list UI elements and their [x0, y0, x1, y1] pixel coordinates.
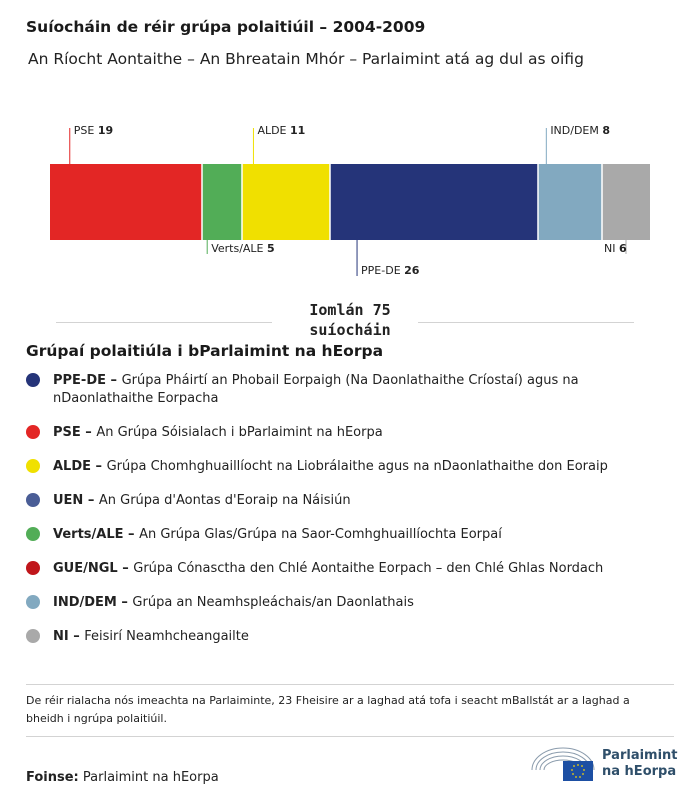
total-divider-right: [418, 322, 634, 323]
total-seats: [0, 300, 700, 340]
footnote-divider-top: [26, 684, 674, 685]
legend-code: ALDE –: [53, 459, 107, 474]
footnote: De réir rialacha nós imeachta na Parlaiminte, 23 Fheisire ar a laghad atá tofa i seacht mBallstát ar a laghad a bheidh i ngrúpa polaitiúil.: [26, 694, 630, 725]
legend-item: [26, 372, 666, 408]
legend-swatch: [26, 493, 40, 507]
legend-swatch: [26, 561, 40, 575]
legend-item: [26, 492, 666, 510]
data-label-ppe-de: PPE-DE 26: [361, 264, 420, 277]
total-seats-sublabel: suíocháin: [309, 321, 391, 339]
chart-subtitle: An Ríocht Aontaithe – An Bhreatain Mhór – Parlaimint atá ag dul as oifig: [28, 50, 584, 68]
legend-text: [53, 526, 666, 544]
legend-text: [53, 594, 666, 612]
bar-segment-pse: [50, 164, 202, 240]
source: [26, 770, 219, 785]
legend-code: Verts/ALE –: [53, 527, 140, 542]
legend-description: Feisirí Neamhcheangailte: [84, 629, 249, 644]
legend-code: NI –: [53, 629, 85, 644]
legend-code: PPE-DE –: [53, 373, 122, 388]
chart-title: Suíocháin de réir grúpa polaitiúil – 2004-2009: [26, 18, 426, 36]
total-divider-left: [56, 322, 272, 323]
data-label-alde: ALDE 11: [257, 124, 306, 137]
legend-swatch: [26, 373, 40, 387]
total-seats-label: Iomlán 75: [309, 301, 391, 319]
legend-item: [26, 594, 666, 612]
footnote-divider-bottom: [26, 736, 674, 737]
legend-description: An Grúpa Sóisialach i bParlaimint na hEorpa: [96, 425, 383, 440]
seat-distribution-chart: [0, 0, 700, 300]
legend-code: PSE –: [53, 425, 97, 440]
source-text: Parlaimint na hEorpa: [82, 770, 219, 785]
european-parliament-logo: [530, 744, 680, 788]
legend-text: [53, 628, 666, 646]
legend-description: An Grúpa d'Aontas d'Eoraip na Náisiún: [98, 493, 351, 508]
hemicycle-flag-icon: [530, 744, 596, 788]
bar-segment-alde: [242, 164, 330, 240]
legend-text: [53, 458, 666, 476]
legend-swatch: [26, 459, 40, 473]
legend-description: Grúpa Chomhghuaillíocht na Liobrálaithe agus na nDaonlathaithe don Eoraip: [106, 459, 608, 474]
source-label: Foinse:: [26, 770, 79, 785]
legend-text: [53, 492, 666, 510]
legend-code: GUE/NGL –: [53, 561, 134, 576]
bar-segment-ni: [602, 164, 650, 240]
legend-text: [53, 560, 666, 578]
data-label-verts-ale: Verts/ALE 5: [211, 242, 275, 255]
logo-line-2: na hEorpa: [602, 764, 677, 779]
bar-segment-verts-ale: [202, 164, 242, 240]
legend-swatch: [26, 595, 40, 609]
legend-item: [26, 526, 666, 544]
legend-description: Grúpa Pháirtí an Phobail Eorpaigh (Na Daonlathaithe Críostaí) agus na nDaonlathaithe Eorpacha: [53, 373, 579, 406]
legend-item: [26, 560, 666, 578]
legend-text: [53, 372, 666, 408]
legend-code: UEN –: [53, 493, 99, 508]
legend-title: Grúpaí polaitiúla i bParlaimint na hEorpa: [26, 342, 384, 360]
data-label-pse: PSE 19: [73, 124, 114, 137]
legend-item: [26, 424, 666, 442]
legend-description: Grúpa an Neamhspleáchais/an Daonlathais: [132, 595, 414, 610]
legend-item: [26, 458, 666, 476]
legend-description: Grúpa Cónasctha den Chlé Aontaithe Eorpach – den Chlé Ghlas Nordach: [133, 561, 604, 576]
legend-item: [26, 628, 666, 646]
legend-description: An Grúpa Glas/Grúpa na Saor-Comhghuaillíochta Eorpaí: [139, 527, 502, 542]
data-label-ind-dem: IND/DEM 8: [550, 124, 611, 137]
bar-segment-ind-dem: [538, 164, 602, 240]
legend-swatch: [26, 527, 40, 541]
logo-line-1: Parlaimint: [602, 748, 678, 763]
data-label-ni: NI 6: [604, 242, 627, 255]
legend-text: [53, 424, 666, 442]
bar-segment-ppe-de: [330, 164, 538, 240]
legend-swatch: [26, 629, 40, 643]
legend-swatch: [26, 425, 40, 439]
legend-code: IND/DEM –: [53, 595, 133, 610]
